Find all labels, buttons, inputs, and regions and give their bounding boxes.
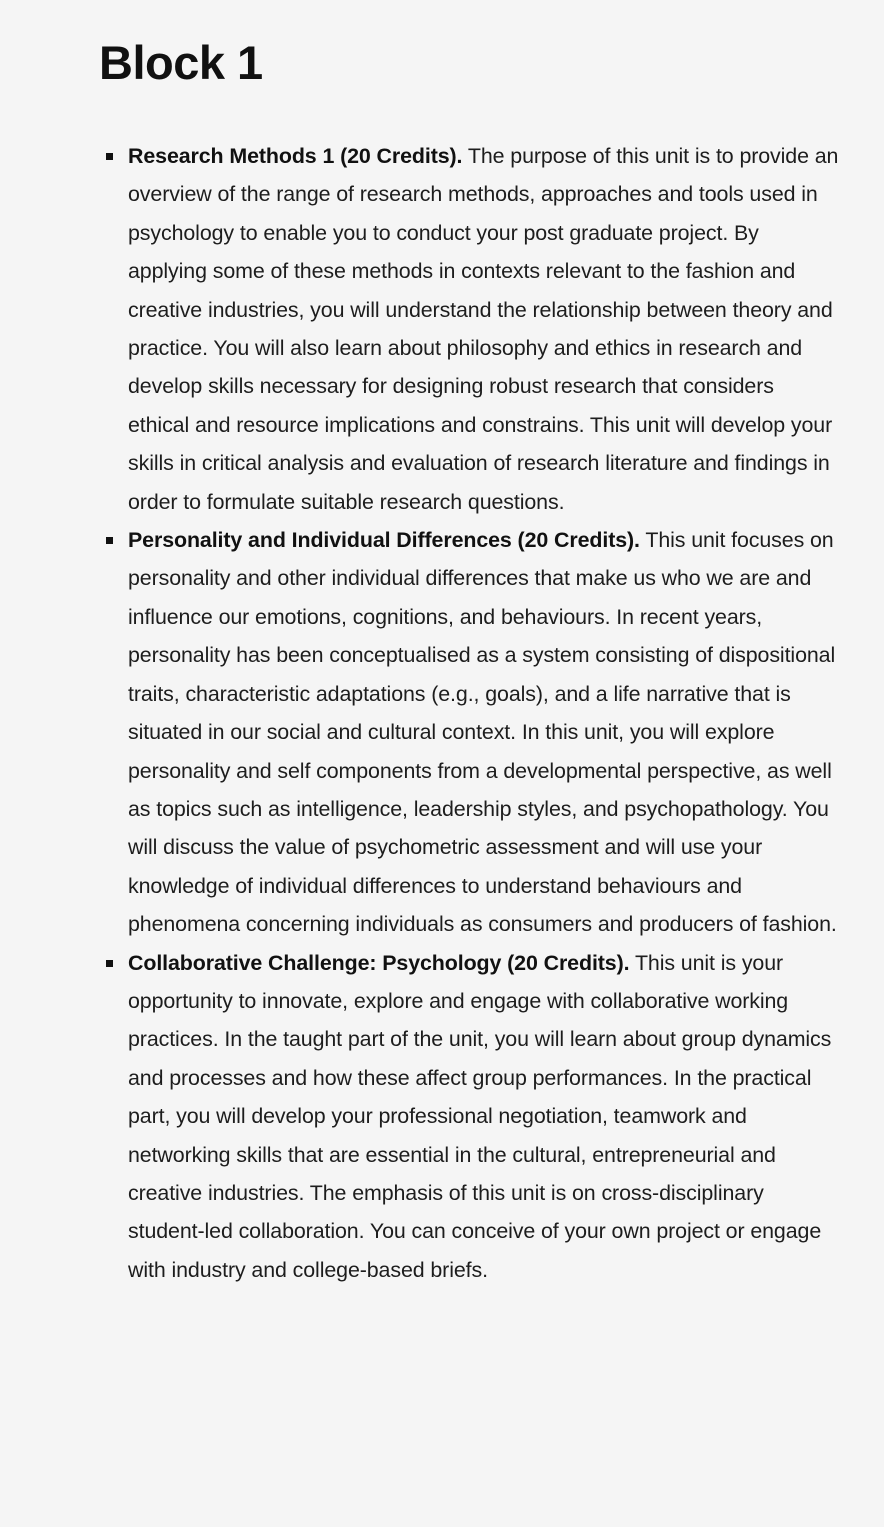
unit-title: Personality and Individual Differences (20 Credits). <box>128 528 640 553</box>
block-heading: Block 1 <box>99 36 263 89</box>
unit-title: Research Methods 1 (20 Credits). <box>128 144 463 168</box>
unit-item-collaborative-challenge <box>128 944 839 1290</box>
unit-description: This unit is your opportunity to innovate, explore and engage with collaborative working practices. In the taught part of the unit, you will learn about group dynamics and processes and how these affect group performances. In the practical part, you will develop your professional negotiation, teamwork and networking skills that are essential in the cultural, entrepreneurial and creative industries. The emphasis of this unit is on cross-disciplinary student-led collaboration. You can conceive of your own project or engage with industry and college-based briefs. <box>128 950 832 1282</box>
square-bullet-icon <box>106 153 113 160</box>
unit-item-research-methods <box>128 137 839 521</box>
unit-title: Collaborative Challenge: Psychology (20 Credits). <box>128 950 630 975</box>
unit-description: The purpose of this unit is to provide an overview of the range of research methods, approaches and tools used in psychology to enable you to conduct your post graduate project. By applying some of these methods in contexts relevant to the fashion and creative industries, you will understand the relationship between theory and practice. You will also learn about philosophy and ethics in research and develop skills necessary for designing robust research that considers ethical and resource implications and constrains. This unit will develop your skills in critical analysis and evaluation of research literature and findings in order to formulate suitable research questions. <box>128 144 839 514</box>
unit-list <box>99 137 839 1289</box>
unit-item-personality <box>128 521 839 943</box>
square-bullet-icon <box>106 537 113 544</box>
unit-description: This unit focuses on personality and other individual differences that make us who we are and influence our emotions, cognitions, and behaviours. In recent years, personality has been conceptualised as a system consisting of dispositional traits, characteristic adaptations (e.g., goals), and a life narrative that is situated in our social and cultural context. In this unit, you will explore personality and self components from a developmental perspective, as well as topics such as intelligence, leadership styles, and psychopathology. You will discuss the value of psychometric assessment and will use your knowledge of individual differences to understand behaviours and phenomena concerning individuals as consumers and producers of fashion. <box>128 528 837 937</box>
block-section <box>99 34 839 1289</box>
square-bullet-icon <box>106 960 113 967</box>
